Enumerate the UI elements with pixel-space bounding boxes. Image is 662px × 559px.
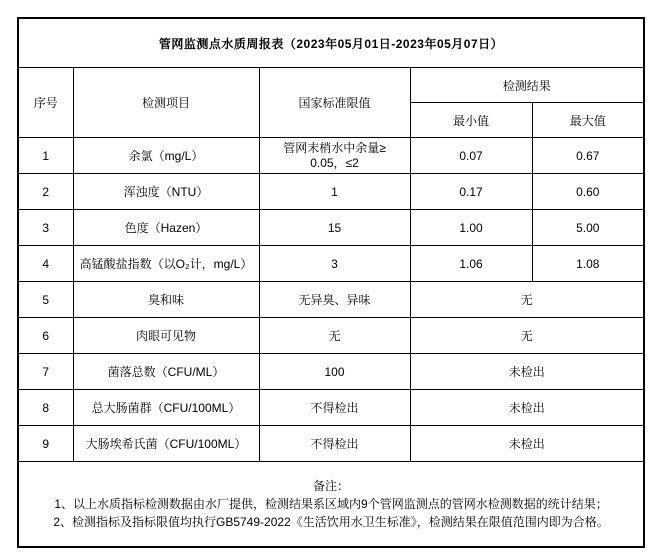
cell-standard: 3 [259,246,410,282]
cell-standard [259,138,410,174]
cell-max: 1.08 [532,246,644,282]
note-line-1: 1、以上水质指标检测数据由水厂提供，检测结果系区域内9个管网监测点的管网水检测数据的统计结果； [54,497,608,511]
cell-standard: 1 [259,174,410,210]
cell-no: 6 [18,318,73,354]
cell-standard: 无 [259,318,410,354]
cell-min: 0.07 [410,138,532,174]
notes-label: 备注： [313,479,350,493]
cell-item: 总大肠菌群（CFU/100ML） [73,390,259,426]
table-row-6 [18,318,644,354]
standard-line-2: 0.05，≤2 [310,155,359,170]
cell-min: 0.17 [410,174,532,210]
cell-standard: 100 [259,354,410,390]
cell-item: 菌落总数（CFU/ML） [73,354,259,390]
cell-standard: 不得检出 [259,390,410,426]
cell-max: 0.60 [532,174,644,210]
cell-no: 9 [18,426,73,462]
table-row-2 [18,174,644,210]
cell-item: 色度（Hazen） [73,210,259,246]
col-header-item: 检测项目 [73,68,259,138]
cell-min: 1.06 [410,246,532,282]
cell-min: 1.00 [410,210,532,246]
col-header-min: 最小值 [410,103,532,138]
header-row-top [18,68,644,103]
cell-no: 8 [18,390,73,426]
table-row-7 [18,354,644,390]
col-header-max: 最大值 [532,103,644,138]
table-row-9 [18,426,644,462]
water-quality-table [17,17,645,548]
cell-result: 未检出 [410,390,644,426]
cell-item: 高锰酸盐指数（以O₂计，mg/L） [73,246,259,282]
cell-no: 4 [18,246,73,282]
cell-no: 1 [18,138,73,174]
cell-max: 0.67 [532,138,644,174]
cell-result: 无 [410,318,644,354]
table-row-3 [18,210,644,246]
cell-standard: 15 [259,210,410,246]
cell-no: 2 [18,174,73,210]
cell-no: 3 [18,210,73,246]
cell-no: 7 [18,354,73,390]
report-title: 管网监测点水质周报表（2023年05月01日-2023年05月07日） [18,18,644,68]
cell-item: 浑浊度（NTU） [73,174,259,210]
cell-result: 未检出 [410,354,644,390]
table-row-4 [18,246,644,282]
note-line-2: 2、检测指标及指标限值均执行GB5749-2022《生活饮用水卫生标准》，检测结果在限值范围内即为合格。 [53,515,609,529]
cell-item: 肉眼可见物 [73,318,259,354]
cell-max: 5.00 [532,210,644,246]
cell-result: 未检出 [410,426,644,462]
table-row-5 [18,282,644,318]
col-header-standard: 国家标准限值 [259,68,410,138]
notes-section [18,462,644,548]
cell-standard: 不得检出 [259,426,410,462]
title-row [18,18,644,68]
cell-item: 臭和味 [73,282,259,318]
cell-item: 大肠埃希氏菌（CFU/100ML） [73,426,259,462]
cell-standard: 无异臭、异味 [259,282,410,318]
cell-no: 5 [18,282,73,318]
standard-line-1: 管网末梢水中余量≥ [283,140,386,155]
notes-row [18,462,644,548]
col-header-result: 检测结果 [410,68,644,103]
cell-result: 无 [410,282,644,318]
col-header-no: 序号 [18,68,73,138]
cell-item: 余氯（mg/L） [73,138,259,174]
table-row-8 [18,390,644,426]
table-row-1 [18,138,644,174]
